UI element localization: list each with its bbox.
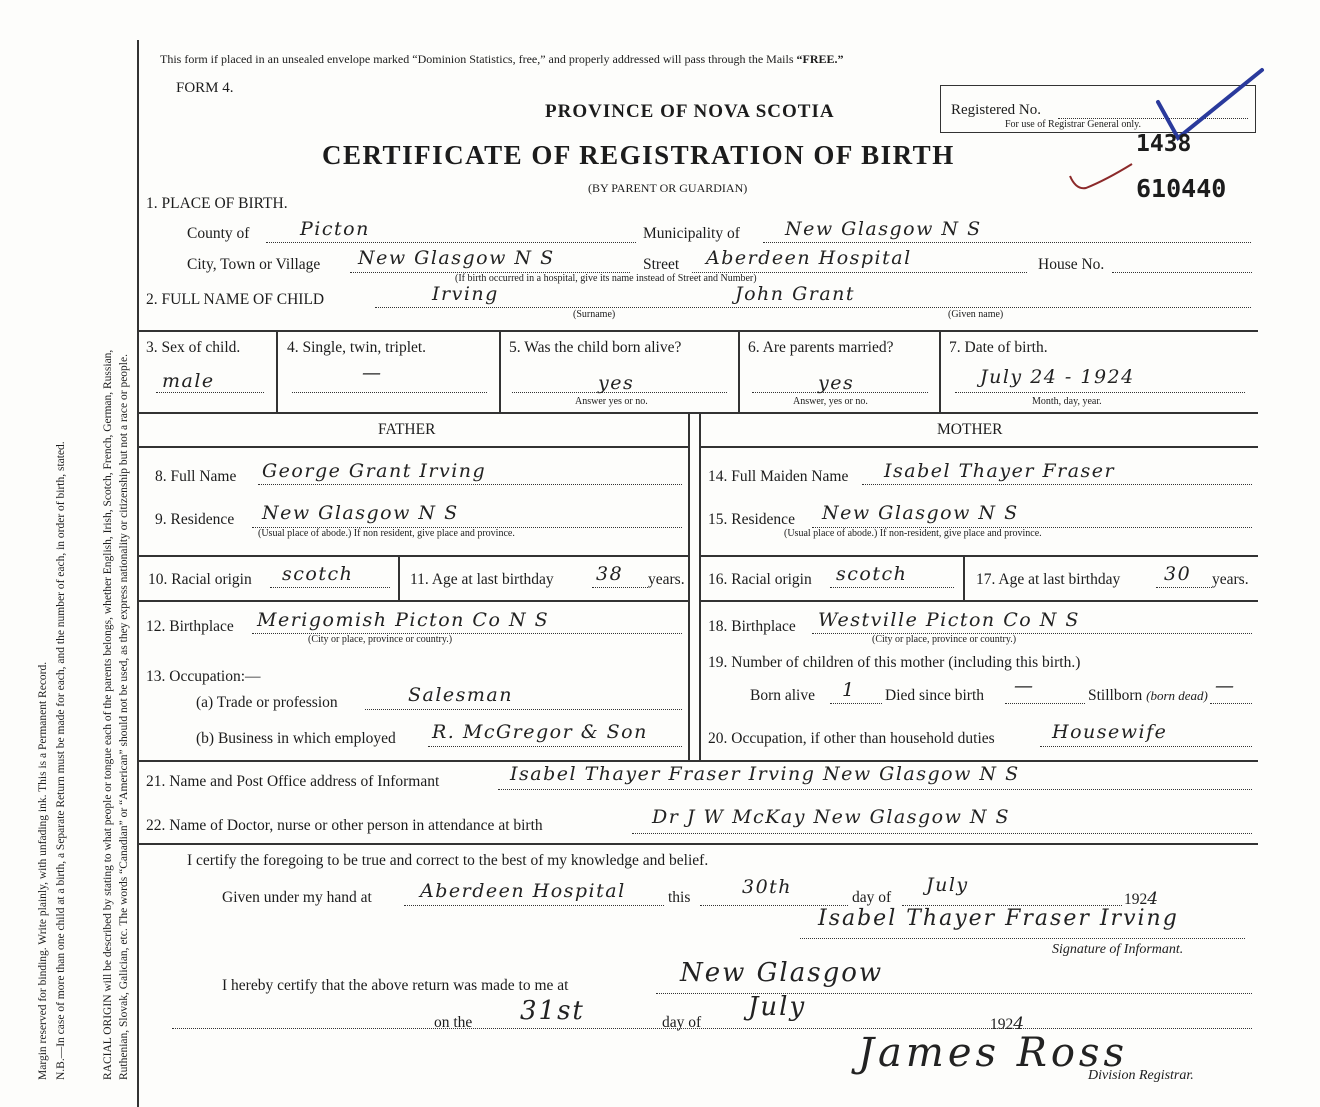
father-residence-caption: (Usual place of abode.) If non resident, give place and province. bbox=[258, 528, 515, 539]
municipality-label: Municipality of bbox=[643, 225, 740, 242]
doctor-value: Dr J W McKay New Glasgow N S bbox=[652, 806, 1011, 828]
stillborn-note: (born dead) bbox=[1146, 688, 1208, 703]
given-this-label: this bbox=[668, 889, 691, 906]
registrar-day-of-label: day of bbox=[662, 1014, 702, 1031]
father-racial-line bbox=[270, 587, 390, 588]
father-racial-value: scotch bbox=[282, 563, 354, 585]
father-racial-bottom-rule bbox=[138, 600, 688, 602]
mother-age-value: 30 bbox=[1164, 563, 1192, 585]
father-birthplace-value: Merigomish Picton Co N S bbox=[257, 609, 550, 631]
registered-number-label: Registered No. bbox=[951, 102, 1041, 118]
red-check-icon bbox=[1066, 160, 1136, 200]
father-mother-divider-right bbox=[699, 412, 701, 760]
stillborn-label-text: Stillborn bbox=[1088, 687, 1143, 704]
mother-birthplace-label: 18. Birthplace bbox=[708, 618, 796, 635]
child-surname-caption: (Surname) bbox=[573, 309, 616, 320]
house-number-line bbox=[1112, 272, 1252, 273]
father-heading-rule bbox=[138, 446, 688, 448]
mother-name-line bbox=[862, 484, 1252, 485]
mother-age-line bbox=[1156, 587, 1212, 588]
born-alive-count-label: Born alive bbox=[750, 687, 815, 704]
mother-heading: MOTHER bbox=[937, 421, 1003, 438]
municipality-line bbox=[763, 242, 1251, 243]
mother-racial-top-rule bbox=[700, 555, 1258, 557]
registrar-blank-line bbox=[172, 1028, 1252, 1029]
postal-notice-text: This form if placed in an unsealed envelope marked “Dominion Statistics, free,” and properly addressed will pass through the Mails bbox=[160, 52, 797, 66]
informant-signature: Isabel Thayer Fraser Irving bbox=[818, 906, 1179, 931]
father-business-line bbox=[428, 746, 682, 747]
informant-signature-caption: Signature of Informant. bbox=[1052, 942, 1184, 957]
mother-racial-divider bbox=[963, 555, 965, 600]
mother-heading-rule bbox=[700, 446, 1258, 448]
father-business-value: R. McGregor & Son bbox=[432, 721, 648, 743]
informant-value: Isabel Thayer Fraser Irving New Glasgow N S bbox=[510, 763, 1020, 785]
father-birthplace-label: 12. Birthplace bbox=[146, 618, 234, 635]
county-line bbox=[266, 242, 636, 243]
city-label: City, Town or Village bbox=[187, 256, 321, 273]
born-alive-count-value: 1 bbox=[842, 679, 856, 701]
mother-residence-label: 15. Residence bbox=[708, 511, 795, 528]
died-since-birth-line bbox=[1005, 703, 1085, 704]
born-alive-caption: Answer yes or no. bbox=[575, 396, 648, 407]
certificate-subtitle: (BY PARENT OR GUARDIAN) bbox=[588, 181, 748, 195]
given-place-value: Aberdeen Hospital bbox=[420, 880, 626, 902]
stillborn-line bbox=[1210, 703, 1252, 704]
registrar-year-suffix: 4 bbox=[1013, 1014, 1025, 1034]
doctor-label: 22. Name of Doctor, nurse or other person in attendance at birth bbox=[146, 817, 543, 834]
father-trade-label: (a) Trade or profession bbox=[196, 694, 338, 711]
county-label: County of bbox=[187, 225, 250, 242]
father-business-label: (b) Business in which employed bbox=[196, 730, 396, 747]
father-name-line bbox=[258, 484, 682, 485]
certificate-title: CERTIFICATE OF REGISTRATION OF BIRTH bbox=[322, 140, 955, 170]
row-3-7-bottom-rule bbox=[138, 412, 1258, 414]
multiplicity-value: — bbox=[362, 362, 383, 384]
mother-age-unit: years. bbox=[1212, 571, 1249, 588]
registrar-signature: James Ross bbox=[858, 1030, 1128, 1076]
born-alive-value: yes bbox=[598, 372, 635, 394]
form-number: FORM 4. bbox=[176, 80, 234, 96]
margin-note-racial-origin-1: RACIAL ORIGIN will be described by stating to what people or tongue each of the parents belongs, whether English, Irish, Scotch, French, German, Russian, bbox=[102, 349, 114, 1080]
father-name-value: George Grant Irving bbox=[262, 460, 487, 482]
mother-occupation-line bbox=[1040, 746, 1252, 747]
row-3-7-top-rule bbox=[138, 330, 1258, 332]
mother-children-label: 19. Number of children of this mother (including this birth.) bbox=[708, 654, 1081, 671]
father-age-unit: years. bbox=[648, 571, 685, 588]
street-value: Aberdeen Hospital bbox=[706, 247, 912, 269]
registrar-day-value: 31st bbox=[520, 996, 585, 1026]
mother-racial-line bbox=[830, 587, 954, 588]
divider-4-5 bbox=[499, 330, 501, 412]
child-surname-value: Irving bbox=[432, 283, 499, 305]
date-of-birth-caption: Month, day, year. bbox=[1032, 396, 1102, 407]
father-trade-value: Salesman bbox=[408, 684, 513, 706]
mother-residence-caption: (Usual place of abode.) If non-resident, give place and province. bbox=[784, 528, 1042, 539]
father-age-label: 11. Age at last birthday bbox=[410, 571, 554, 588]
mother-racial-bottom-rule bbox=[700, 600, 1258, 602]
father-age-value: 38 bbox=[596, 563, 624, 585]
given-year-prefix: 192 bbox=[1124, 891, 1148, 908]
registrar-caption: Division Registrar. bbox=[1088, 1068, 1194, 1083]
given-place-line bbox=[404, 905, 664, 906]
died-since-birth-value: — bbox=[1014, 675, 1035, 697]
child-given-caption: (Given name) bbox=[948, 309, 1004, 320]
given-month-value: July bbox=[926, 874, 969, 896]
father-occupation-label: 13. Occupation:— bbox=[146, 668, 261, 685]
father-residence-value: New Glasgow N S bbox=[262, 502, 459, 524]
registrar-month-value: July bbox=[748, 992, 807, 1022]
stamp-number-1: 1438 bbox=[1136, 131, 1192, 157]
house-number-label: House No. bbox=[1038, 256, 1105, 273]
born-alive-label: 5. Was the child born alive? bbox=[509, 339, 682, 356]
registrar-place-value: New Glasgow bbox=[680, 958, 884, 988]
divider-3-4 bbox=[276, 330, 278, 412]
father-racial-top-rule bbox=[138, 555, 688, 557]
father-residence-label: 9. Residence bbox=[155, 511, 235, 528]
mother-occupation-label: 20. Occupation, if other than household duties bbox=[708, 730, 995, 747]
given-under-hand-label: Given under my hand at bbox=[222, 889, 372, 906]
informant-label: 21. Name and Post Office address of Informant bbox=[146, 773, 440, 790]
child-name-line bbox=[375, 307, 1251, 308]
certification-top-rule bbox=[138, 843, 1258, 845]
city-value: New Glasgow N S bbox=[358, 247, 555, 269]
registrar-on-the-label: on the bbox=[434, 1014, 473, 1031]
mother-racial-label: 16. Racial origin bbox=[708, 571, 812, 588]
municipality-value: New Glasgow N S bbox=[785, 218, 982, 240]
parents-married-value: yes bbox=[818, 372, 855, 394]
stamp-number-2: 610440 bbox=[1136, 174, 1227, 203]
parents-married-caption: Answer, yes or no. bbox=[793, 396, 868, 407]
mother-birthplace-value: Westville Picton Co N S bbox=[818, 609, 1080, 631]
registrar-note: For use of Registrar General only. bbox=[1005, 119, 1141, 130]
date-of-birth-label: 7. Date of birth. bbox=[949, 339, 1048, 356]
multiplicity-label: 4. Single, twin, triplet. bbox=[287, 339, 427, 356]
street-label: Street bbox=[643, 256, 680, 273]
mother-name-label: 14. Full Maiden Name bbox=[708, 468, 849, 485]
given-year-suffix: 4 bbox=[1147, 889, 1159, 909]
doctor-line bbox=[632, 833, 1252, 834]
registrar-place-line bbox=[656, 993, 1252, 994]
postal-notice bbox=[160, 52, 844, 67]
stillborn-label bbox=[1088, 687, 1208, 705]
informant-signature-line bbox=[800, 938, 1245, 939]
parents-married-label: 6. Are parents married? bbox=[748, 339, 894, 356]
date-of-birth-value: July 24 - 1924 bbox=[980, 366, 1135, 388]
margin-note-binding: Margin reserved for binding. Write plainly, with unfading ink. This is a Permanent Record. bbox=[37, 661, 49, 1080]
divider-6-7 bbox=[939, 330, 941, 412]
margin-note-racial-origin-2: Ruthenian, Slovak, Galician, etc. The words “Canadian” or “American” should not be used, as they express nationality or citizenship but not a race or people. bbox=[118, 354, 130, 1080]
postal-notice-free: “FREE.” bbox=[796, 52, 844, 66]
child-name-label: 2. FULL NAME OF CHILD bbox=[146, 291, 325, 308]
sex-value: male bbox=[162, 370, 215, 392]
certify-statement: I certify the foregoing to be true and correct to the best of my knowledge and belief. bbox=[187, 852, 709, 869]
informant-line bbox=[498, 789, 1252, 790]
father-trade-line bbox=[365, 709, 682, 710]
items-21-22-top-rule bbox=[138, 760, 1258, 762]
died-since-birth-label: Died since birth bbox=[885, 687, 985, 704]
county-value: Picton bbox=[300, 218, 370, 240]
mother-birthplace-caption: (City or place, province or country.) bbox=[872, 634, 1017, 645]
father-name-label: 8. Full Name bbox=[155, 468, 237, 485]
given-day-of-label: day of bbox=[852, 889, 892, 906]
divider-5-6 bbox=[738, 330, 740, 412]
mother-racial-value: scotch bbox=[836, 563, 908, 585]
father-age-line bbox=[592, 587, 648, 588]
province-heading: PROVINCE OF NOVA SCOTIA bbox=[545, 101, 835, 122]
mother-age-label: 17. Age at last birthday bbox=[976, 571, 1121, 588]
registrar-statement: I hereby certify that the above return was made to me at bbox=[222, 977, 569, 994]
margin-border bbox=[137, 40, 139, 1107]
mother-residence-value: New Glasgow N S bbox=[822, 502, 1019, 524]
hospital-note: (If birth occurred in a hospital, give its name instead of Street and Number) bbox=[455, 273, 757, 284]
multiplicity-line bbox=[292, 392, 487, 393]
father-heading: FATHER bbox=[378, 421, 436, 438]
father-racial-label: 10. Racial origin bbox=[148, 571, 252, 588]
father-birthplace-caption: (City or place, province or country.) bbox=[308, 634, 453, 645]
father-mother-divider-left bbox=[688, 412, 690, 760]
registrar-year-prefix: 192 bbox=[990, 1016, 1014, 1033]
sex-label: 3. Sex of child. bbox=[146, 339, 241, 356]
child-given-value: John Grant bbox=[735, 283, 856, 305]
born-alive-count-line bbox=[830, 703, 882, 704]
mother-occupation-value: Housewife bbox=[1052, 721, 1168, 743]
sex-line bbox=[156, 392, 264, 393]
date-of-birth-line bbox=[955, 392, 1245, 393]
margin-note-multiple-births: N.B.—In case of more than one child at a birth, a Separate Return must be made for each, and the number of each, in order of birth, stated. bbox=[55, 441, 67, 1080]
place-of-birth-heading: 1. PLACE OF BIRTH. bbox=[146, 195, 288, 212]
stillborn-value: — bbox=[1215, 675, 1236, 697]
mother-name-value: Isabel Thayer Fraser bbox=[884, 460, 1116, 482]
father-racial-divider bbox=[398, 555, 400, 600]
given-day-value: 30th bbox=[742, 876, 793, 898]
